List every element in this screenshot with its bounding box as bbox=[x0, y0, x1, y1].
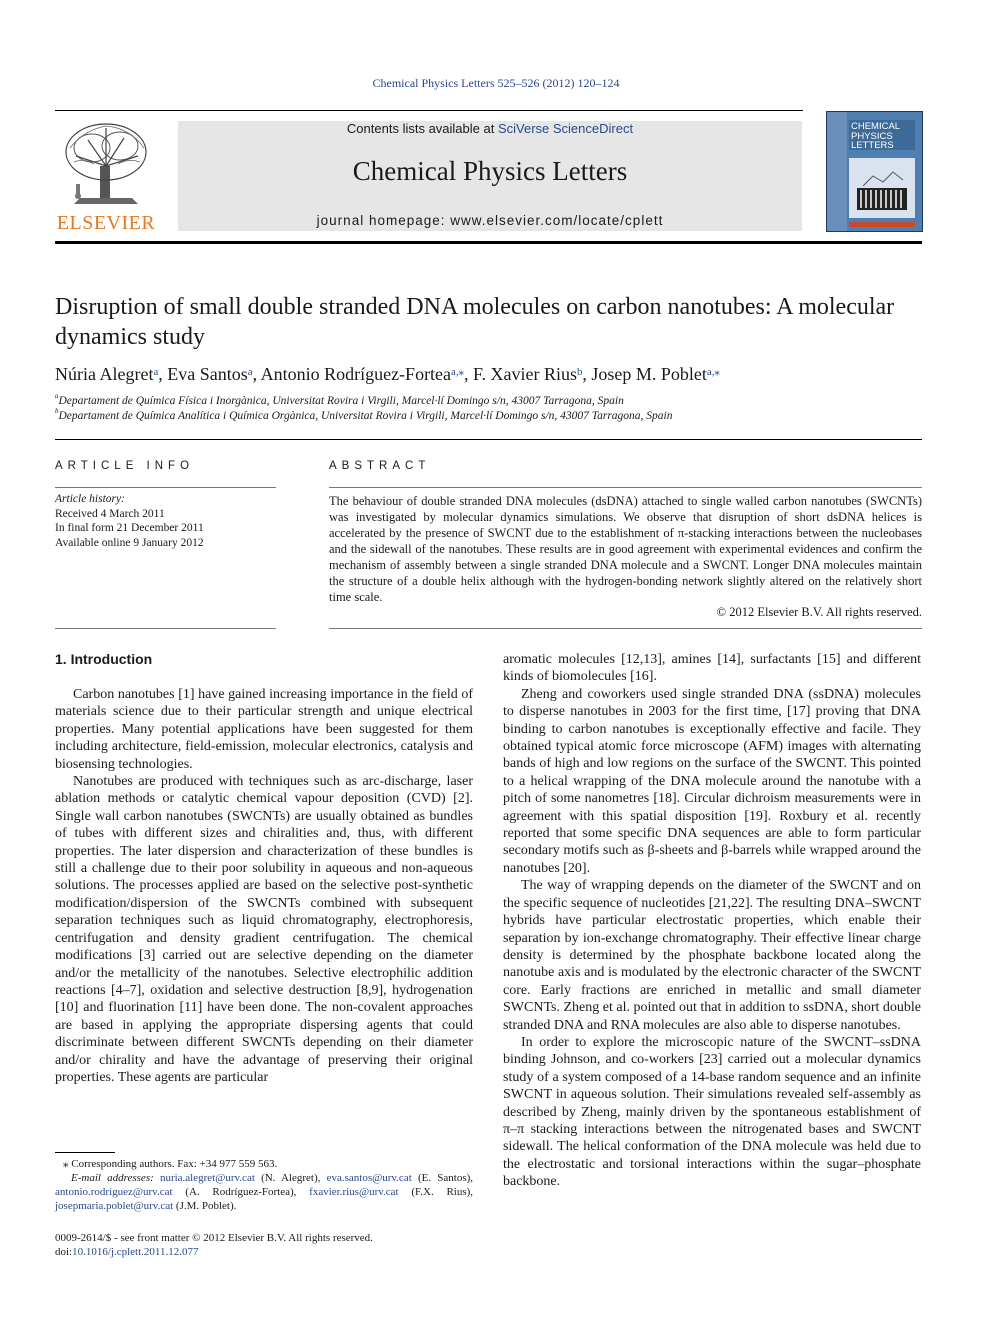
doi-link[interactable]: 10.1016/j.cplett.2011.12.077 bbox=[72, 1246, 199, 1258]
article-info-rule-bottom bbox=[55, 628, 276, 629]
author-affiliation-mark[interactable]: a,⁎ bbox=[451, 366, 464, 378]
section-heading: 1. Introduction bbox=[55, 651, 153, 667]
body-paragraph: aromatic molecules [12,13], amines [14], surfactants [15] and different kinds of biomolecules [16]. bbox=[503, 652, 921, 685]
author-affiliation-mark[interactable]: b bbox=[577, 366, 583, 378]
email-label: E-mail addresses: bbox=[71, 1172, 154, 1184]
footnote-rule bbox=[55, 1152, 115, 1153]
email-owner: (J.M. Poblet). bbox=[175, 1200, 237, 1212]
author-name: Núria Alegret bbox=[55, 364, 154, 384]
email-owner: (E. Santos), bbox=[417, 1172, 474, 1184]
article-history bbox=[55, 492, 276, 550]
journal-citation[interactable]: Chemical Physics Letters 525–526 (2012) 120–124 bbox=[372, 76, 620, 90]
article-info-rule-top bbox=[55, 487, 276, 488]
body-paragraph: Nanotubes are produced with techniques such as arc-discharge, laser ablation methods or catalytic chemical vapour deposition (CVD) [2]. Single wall carbon nanotubes (SWCNTs) are usually obtained as bundles of tubes with different sizes and chiralities and, thus, with different properties. The later dispersion and characterization of these bundles is still a challenge due to their poor solubility in aqueous and non-aqueous solutions. The processes applied are based on the selective post-synthetic modification/dispersion of the SWCNTs combined with subsequent separation techniques such as liquid chromatography, electrophoresis, centrifugation and density gradient centrifugation. The chemical modifications [3] carried out are selective depending on the diameter and/or the metallicity of the nanotubes. Selective electrophilic addition reactions [4–7], oxidation and selective destruction [8,9], hydrogenation [10] and fluorination [11] have been done. The non-covalent approaches are based in applying the appropriate dispersing agents that could discriminate between different SWCNTs depending on their diameter and/or chirality and have the advantage of preserving their original properties. These agents are particular bbox=[55, 774, 473, 1085]
header-top-rule bbox=[55, 110, 803, 111]
author-affiliation-mark[interactable]: a,⁎ bbox=[706, 366, 720, 378]
email-link[interactable]: nuria.alegret@urv.cat bbox=[159, 1172, 255, 1184]
email-link[interactable]: fxavier.rius@urv.cat bbox=[309, 1186, 399, 1198]
cover-bottom-band bbox=[849, 222, 915, 227]
email-addresses bbox=[55, 1171, 473, 1213]
abstract-copyright: © 2012 Elsevier B.V. All rights reserved. bbox=[716, 605, 922, 619]
header-thick-rule bbox=[55, 241, 922, 244]
body-paragraph: Zheng and coworkers used single stranded DNA (ssDNA) molecules to disperse nanotubes in 2003 for the first time, [17] proving that DNA binding to carbon nanotubes is exceptionally effective and facile. They obtained typical atomic force microscope (AFM) images with alternating bands of high and low regions on the surface of the SWCNT. This pointed to a helical wrapping of the DNA molecule around the nanotube with a pitch of some nanometres [18]. Circular dichroism measurements were in agreement with this spatial disposition [19]. Roxbury et al. recently reported that some specific DNA sequences are able to form particular secondary motifs such as β-sheets and β-barrels while wrapped around the nanotubes [20]. bbox=[503, 686, 921, 876]
affiliation-b bbox=[55, 410, 922, 422]
author-name: Josep M. Poblet bbox=[591, 364, 707, 384]
cover-side-strip bbox=[827, 112, 847, 231]
journal-homepage[interactable]: journal homepage: www.elsevier.com/locate/cplett bbox=[316, 213, 664, 228]
footnotes bbox=[55, 1157, 473, 1213]
cover-title: CHEMICAL PHYSICS LETTERS bbox=[851, 121, 900, 151]
elsevier-wordmark: ELSEVIER bbox=[56, 212, 156, 234]
corresponding-author-note: ⁎ Corresponding authors. Fax: +34 977 559 563. bbox=[63, 1158, 278, 1170]
email-link[interactable]: eva.santos@urv.cat bbox=[326, 1172, 412, 1184]
author-name: Eva Santos bbox=[167, 364, 248, 384]
author-name: F. Xavier Rius bbox=[472, 364, 577, 384]
body-paragraph: The way of wrapping depends on the diameter of the SWCNT and on the specific sequence of nucleotides [21,22]. The resulting DNA–SWCNT hybrids have particular electrostatic properties, which enable their separation by ion-exchange chromatography. Their effective linear charge density is determined by the phosphate backbone located along the nanotube axis and is modulated by the electronic character of the SWCNT core. Early fractions are enriched in metallic and small diameter SWCNTs. Zheng et al. pointed out that in addition to ssDNA, short double stranded DNA and RNA molecules are also able to disperse nanotubes. bbox=[503, 878, 921, 1033]
affiliation-mark: a bbox=[55, 393, 59, 400]
abstract-rule-top bbox=[329, 487, 922, 488]
journal-name: Chemical Physics Letters bbox=[352, 156, 628, 186]
author-name: Antonio Rodríguez-Fortea bbox=[260, 364, 452, 384]
contents-line bbox=[178, 121, 802, 136]
affiliation-rule bbox=[55, 439, 922, 440]
doi-prefix: doi: bbox=[55, 1246, 73, 1258]
article-info-heading: ARTICLE INFO bbox=[55, 460, 195, 472]
body-column-left bbox=[55, 686, 473, 1086]
affiliation-mark: b bbox=[55, 408, 59, 415]
publication-info bbox=[55, 1231, 473, 1259]
abstract-text: The behaviour of double stranded DNA molecules (dsDNA) attached to single walled carbon nanotubes (SWCNTs) was investigated by molecular dynamics simulations. We observe that disruption of short dsDNA helices is accelerated by the presence of SWCNT due to the establishment of π-stacking interactions between the nucleobases and the sidewall of the nanotubes. These results are in good agreement with experimental evidences and confirm the mechanism of assembly between a single stranded DNA molecule and a SWCNT. Longer DNA molecules maintain the structure of a double helix although with the hydrogen-bonding network slightly altered on the relatively short time scale. bbox=[329, 494, 922, 604]
history-label: Article history: bbox=[55, 493, 125, 505]
history-received: Received 4 March 2011 bbox=[55, 507, 165, 520]
email-owner: (N. Alegret), bbox=[261, 1172, 321, 1184]
doi-line bbox=[55, 1245, 473, 1259]
body-paragraph: Carbon nanotubes [1] have gained increasing importance in the field of materials science due to their particular strength and unique electrical properties. Many potential applications have been suggested for them including architecture, field-emission, molecular electronics, catalysis and biosensing technologies. bbox=[55, 687, 473, 772]
author-list: Núria Alegret$^a$, Eva Santos$^a$, Antonio Rodríguez-Fortea$^{a,⁎}$, F. Xavier Rius$^b$, Josep M. Poblet$^{a,⁎}$ bbox=[55, 364, 720, 384]
history-final-form: In final form 21 December 2011 bbox=[55, 522, 204, 534]
email-owner: (F.X. Rius), bbox=[411, 1186, 474, 1198]
email-link[interactable]: josepmaria.poblet@urv.cat bbox=[55, 1200, 174, 1212]
affiliation-a bbox=[55, 395, 922, 407]
issn-line: 0009-2614/$ - see front matter © 2012 Elsevier B.V. All rights reserved. bbox=[55, 1232, 373, 1244]
email-link[interactable]: antonio.rodriguez@urv.cat bbox=[55, 1186, 173, 1198]
abstract-rule-bottom bbox=[329, 628, 922, 629]
affiliation-text: Departament de Química Analítica i Química Orgànica, Universitat Rovira i Virgili, Marcel·lí Domingo s/n, 43007 Tarragona, Spain bbox=[58, 410, 673, 422]
author-affiliation-mark[interactable]: a bbox=[153, 366, 159, 378]
abstract-heading: ABSTRACT bbox=[329, 460, 431, 472]
cover-image bbox=[849, 158, 915, 218]
article-title: Disruption of small double stranded DNA molecules on carbon nanotubes: A molecular dynamics study bbox=[55, 294, 895, 350]
body-paragraph: In order to explore the microscopic nature of the SWCNT–ssDNA binding Johnson, and co-workers [23] carried out a molecular dynamics study of a system composed of a 14-base random sequence and an infinite SWCNT in aqueous solution. Their simulations revealed self-assembly as described by Zheng, mainly driven by the spontaneous establishment of π–π stacking interactions between the nitrogenated bases and SWCNT sidewall. The helical conformation of the DNA molecule was held due to the electrostatic and torsional interactions within the sugar–phosphate backbone. bbox=[503, 1034, 921, 1190]
body-column-right bbox=[503, 651, 921, 1191]
history-online: Available online 9 January 2012 bbox=[55, 536, 204, 549]
affiliation-text: Departament de Química Física i Inorgànica, Universitat Rovira i Virgili, Marcel·lí Domingo s/n, 43007 Tarragona, Spain bbox=[58, 395, 624, 407]
sciencedirect-link[interactable]: SciVerse ScienceDirect bbox=[497, 121, 634, 136]
email-owner: (A. Rodríguez-Fortea), bbox=[185, 1186, 297, 1198]
author-affiliation-mark[interactable]: a bbox=[247, 366, 253, 378]
contents-prefix: Contents lists available at bbox=[346, 121, 498, 136]
journal-cover-thumbnail bbox=[826, 111, 923, 232]
